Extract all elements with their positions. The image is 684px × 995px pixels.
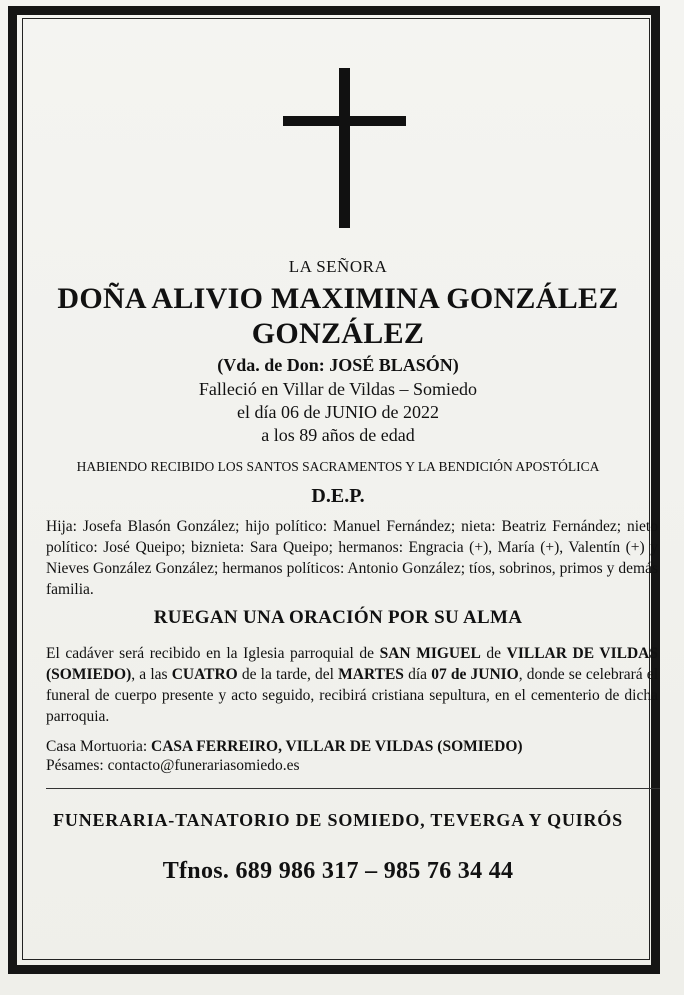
cross-icon [0,0,684,240]
prayer-heading: RUEGAN UNA ORACIÓN POR SU ALMA [153,607,523,628]
service-hour: CUATRO [171,666,238,683]
phone-numbers: Tfnos. 689 986 317 – 985 76 34 44 [162,858,514,884]
mortuary-line [46,737,523,757]
widow-of: (Vda. de Don: JOSÉ BLASÓN) [217,355,459,375]
service-church: SAN MIGUEL [379,645,481,662]
service-village: VILLAR DE VILDAS (SOMIEDO) [46,645,658,683]
death-place: Falleció en Villar de Vildas – Somiedo [198,379,478,399]
sacraments-line: HABIENDO RECIBIDO LOS SANTOS SACRAMENTOS Y LA BENDICIÓN APOSTÓLICA [76,459,600,474]
deceased-name-line1: DOÑA ALIVIO MAXIMINA GONZÁLEZ [57,282,619,315]
family-paragraph: Hija: Josefa Blasón González; hijo político: Manuel Fernández; nieta: Beatriz Fernández; nieto político: José Queipo; biznieta: Sara Queipo; hermanos: Engracia (+), María (+), Valentín (+) y Nieves González González; hermanos políticos: Antonio González; tíos, sobrinos, primos y demás familia. [46,518,658,598]
service-text-6: , donde se celebrará el funeral de cuerpo presente y acto seguido, recibirá cristiana sepultura, en el cementerio de dicha parroquia. [46,666,658,725]
condolences-line [46,756,300,776]
intro-title: LA SEÑORA [288,257,388,276]
age-at-death: a los 89 años de edad [261,425,415,445]
service-paragraph [46,643,658,727]
service-text-4: de la tarde, del [237,666,339,683]
service-weekday: MARTES [338,666,404,683]
mortuary-value: CASA FERREIRO, VILLAR DE VILDAS (SOMIEDO) [151,738,523,755]
dep-heading: D.E.P. [311,485,365,507]
divider [46,788,660,789]
deceased-name [32,281,644,351]
funeral-home-name: FUNERARIA-TANATORIO DE SOMIEDO, TEVERGA Y QUIRÓS [53,810,623,830]
service-text-3: , a las [131,666,172,683]
death-date: el día 06 de JUNIO de 2022 [237,402,439,422]
service-text-5: día [403,666,432,683]
deceased-name-line2: GONZÁLEZ [251,317,425,350]
condolences-label: Pésames: [46,757,108,774]
service-text-1: El cadáver será recibido en la Iglesia parroquial de [46,645,380,662]
mortuary-label: Casa Mortuoria: [46,738,152,755]
service-date: 07 de JUNIO [431,666,519,683]
condolences-email: contacto@funerariasomiedo.es [107,757,300,774]
service-text-2: de [480,645,507,662]
